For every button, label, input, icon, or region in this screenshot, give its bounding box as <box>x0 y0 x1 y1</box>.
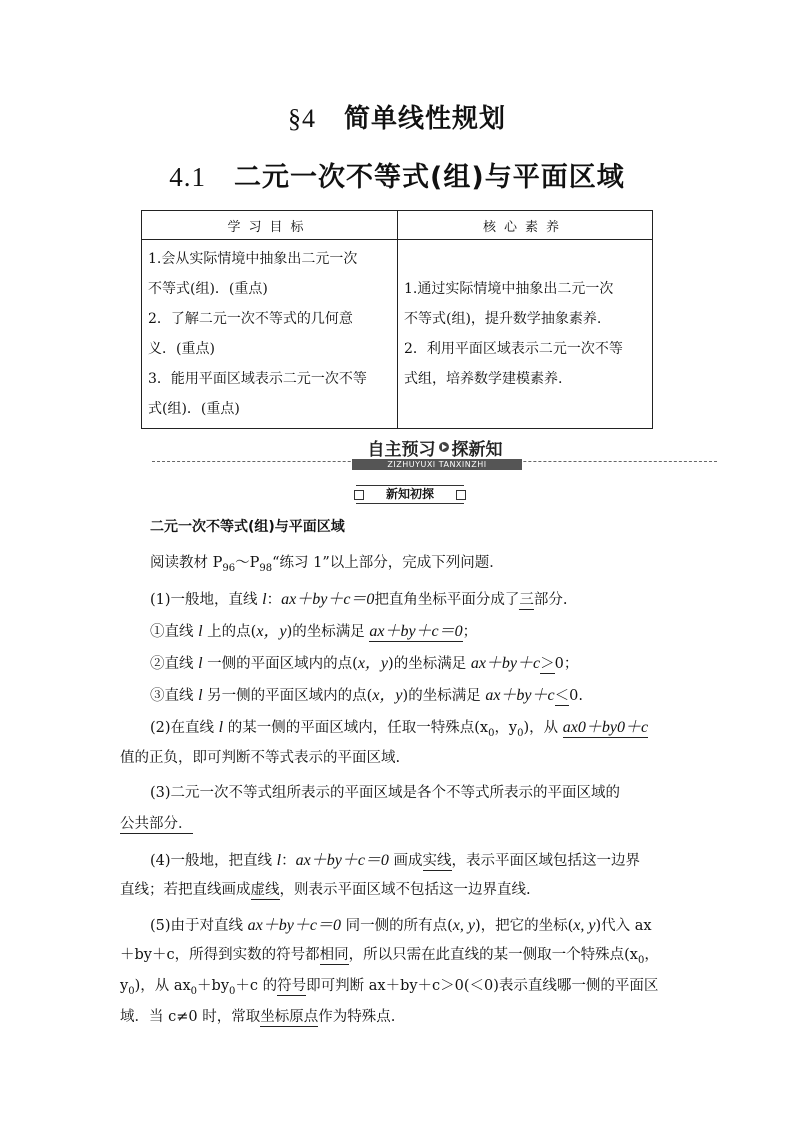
answer-blank: 虚线 <box>250 882 280 898</box>
answer-blank: ax0＋by0＋c <box>562 719 649 736</box>
core-literacy-cell: 1.通过实际情境中抽象出二元一次 不等式(组)，提升数学抽象素养. 2．利用平面区域表示二元一次不等 式组，培养数学建模素养. <box>398 240 653 429</box>
answer-blank: 相同 <box>319 947 349 963</box>
answer-blank: ＜ <box>554 688 570 704</box>
answer-blank: 符号 <box>277 978 307 994</box>
paragraph-1: (1)一般地，直线 l：ax＋by＋c＝0把直角坐标平面分成了三部分. <box>150 591 568 608</box>
banner-pinyin: ZIZHUYUXI TANXINZHI <box>352 459 522 470</box>
answer-blank: 公共部分． <box>120 816 193 832</box>
answer-blank: 坐标原点 <box>260 1009 319 1025</box>
header-learning-goals: 学习目标 <box>142 211 398 240</box>
topic-heading: 二元一次不等式(组)与平面区域 <box>150 519 345 535</box>
learning-goals-cell: 1.会从实际情境中抽象出二元一次 不等式(组)．(重点) 2．了解二元一次不等式的几何意 义．(重点) 3．能用平面区域表示二元一次不等 式(组)．(重点) <box>142 240 398 429</box>
section-title: §4 简单线性规划 <box>287 104 506 134</box>
goals-table <box>141 210 653 429</box>
answer-blank: ＞ <box>540 656 555 672</box>
answer-blank: ax＋by＋c＝0 <box>369 623 463 640</box>
play-circle-icon <box>439 442 449 452</box>
new-knowledge-tag: 新知初探 <box>356 485 464 504</box>
subsection-title: 4.1 二元一次不等式(组)与平面区域 <box>169 162 625 193</box>
paragraph-2: (2)在直线 l 的某一侧的平面区域内，任取一特殊点($x_0$，$y_0$)，从 ax0＋by0＋c <box>150 719 649 739</box>
condition-3: ③直线 l 另一侧的平面区域内的点(x，y)的坐标满足 ax＋by＋c＜0. <box>150 687 583 704</box>
answer-blank: 实线 <box>422 853 452 869</box>
condition-1: ①直线 l 上的点(x，y)的坐标满足 ax＋by＋c＝0； <box>150 623 478 640</box>
header-core-literacy: 核心素养 <box>398 211 653 240</box>
reading-instruction: 阅读教材 $P_{96}\sim P_{98}“$练习 1”以上部分，完成下列问题． <box>150 555 504 574</box>
paragraph-5: (5)由于对直线 ax＋by＋c＝0 同一侧的所有点(x, y)，把它的坐标(x, y)代入 ax <box>150 917 652 934</box>
answer-blank: 三 <box>519 592 534 608</box>
paragraph-3: (3)二元一次不等式组所表示的平面区域是各个不等式所表示的平面区域的 <box>150 785 621 801</box>
condition-2: ②直线 l 一侧的平面区域内的点(x，y)的坐标满足 ax＋by＋c＞0； <box>150 655 579 672</box>
section-banner: 自主预习 探新知 <box>367 439 503 460</box>
paragraph-4: (4)一般地，把直线 l：ax＋by＋c＝0 画成实线，表示平面区域包括这一边界 <box>150 852 641 869</box>
